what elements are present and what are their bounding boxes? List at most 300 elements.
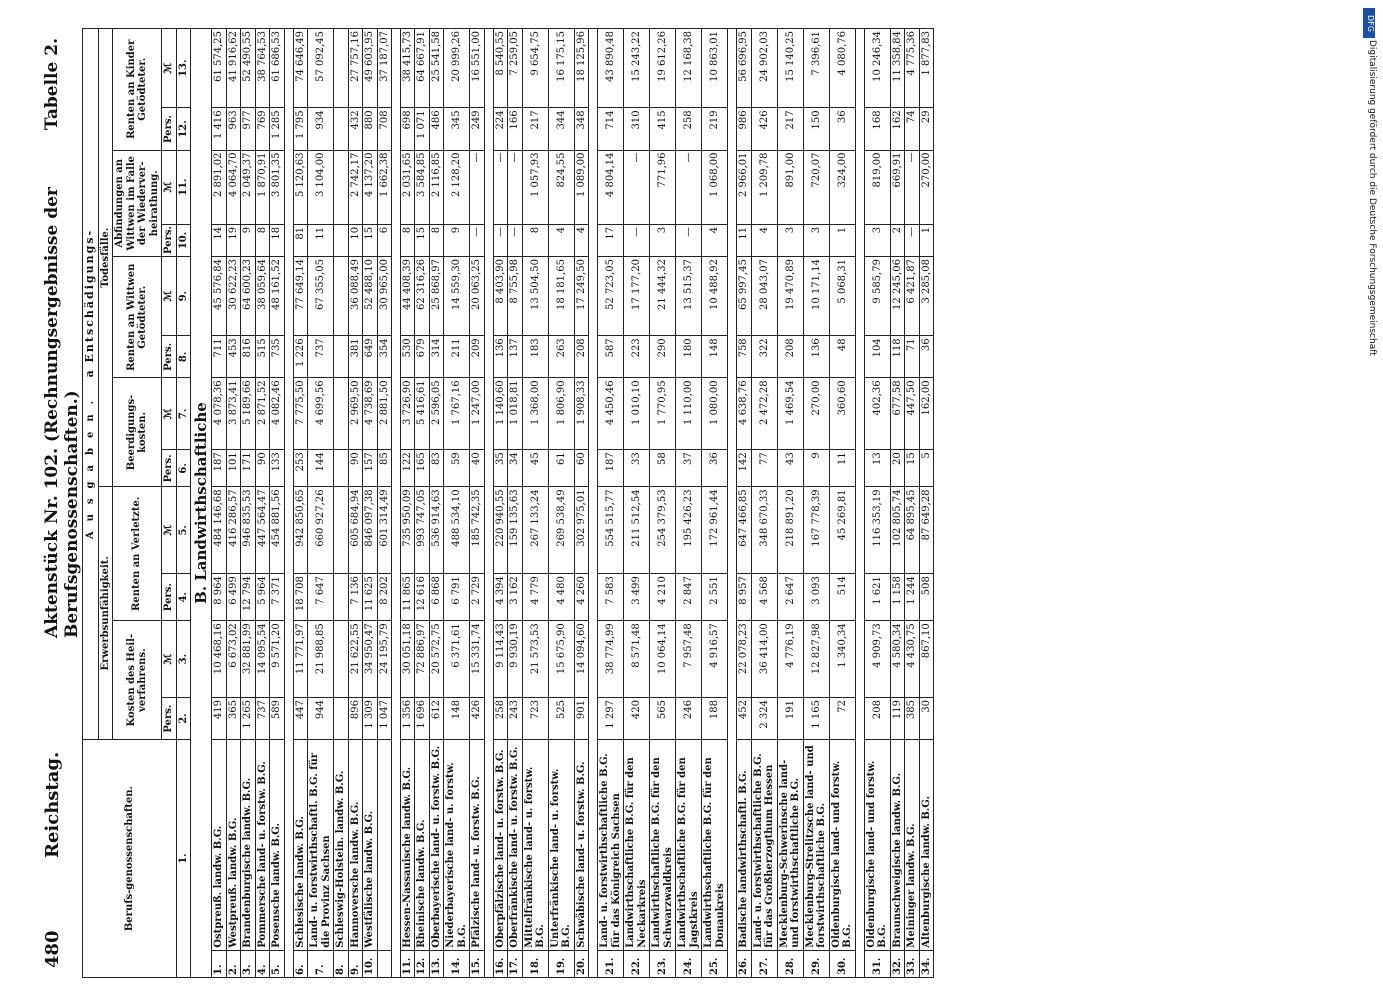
cell-c10: 4 bbox=[702, 224, 728, 256]
column-number: 4. bbox=[176, 574, 191, 621]
row-name: Oldenburgische land- und forstw. B.G. bbox=[829, 740, 855, 951]
cell-c5: 267 133,24 bbox=[522, 487, 548, 574]
cell-c5: 554 515,77 bbox=[598, 487, 624, 574]
row-name: Oberfränkische land- u. forstw. B.G. bbox=[508, 740, 523, 951]
table-label: Tabelle 2. bbox=[42, 38, 62, 131]
cell-c7: 1 806,90 bbox=[548, 378, 574, 450]
cell-c7 bbox=[334, 378, 349, 450]
cell-c7: 3 726,90 bbox=[400, 378, 415, 450]
cell-c9: 8 403,90 bbox=[493, 257, 508, 336]
table-row bbox=[493, 29, 508, 978]
cell-c12: 150 bbox=[803, 108, 829, 150]
table-row bbox=[522, 29, 548, 978]
cell-c10: 4 bbox=[751, 224, 777, 256]
cell-c4: 4 779 bbox=[522, 574, 548, 621]
cell-c8: 1 226 bbox=[293, 336, 308, 378]
kosten-heil-header: Kosten des Heil-verfahrens. bbox=[113, 621, 162, 740]
cell-c6: 90 bbox=[348, 450, 363, 487]
cell-c9: 17 249,50 bbox=[574, 257, 589, 336]
cell-c9: 18 181,65 bbox=[548, 257, 574, 336]
table-row bbox=[348, 29, 363, 978]
cell-c10: — bbox=[470, 224, 485, 256]
cell-c2: 589 bbox=[270, 698, 285, 740]
cell-c5: 159 135,63 bbox=[508, 487, 523, 574]
dfg-logo: DFG bbox=[1363, 8, 1375, 38]
column-number: 7. bbox=[176, 378, 191, 450]
cell-c7: 5 189,66 bbox=[241, 378, 256, 450]
row-number: 17. bbox=[508, 950, 523, 977]
cell-c7: 1 010,10 bbox=[624, 378, 650, 450]
cell-c4: 1 244 bbox=[905, 574, 920, 621]
cell-c8: 208 bbox=[574, 336, 589, 378]
cell-c6: 9 bbox=[803, 450, 829, 487]
row-number: 7. bbox=[308, 950, 334, 977]
row-number: 24. bbox=[676, 950, 702, 977]
row-name: Oldenburgische land- und forstw. B.G. bbox=[864, 740, 890, 951]
cell-c13: 7 396,61 bbox=[803, 29, 829, 108]
cell-c11: 270,00 bbox=[919, 150, 934, 224]
column-number: 10. bbox=[176, 224, 191, 256]
cell-c11: 2 742,17 bbox=[348, 150, 363, 224]
table-row bbox=[226, 29, 241, 978]
cell-c10: 8 bbox=[522, 224, 548, 256]
cell-c4 bbox=[334, 574, 349, 621]
table-row bbox=[508, 29, 523, 978]
berufsgenossenschaften-header: Berufs-genossenschaften. bbox=[83, 740, 177, 978]
table-row bbox=[650, 29, 676, 978]
cell-c8: 758 bbox=[737, 336, 752, 378]
cell-c11: 4 064,70 bbox=[226, 150, 241, 224]
row-number: 29. bbox=[803, 950, 829, 977]
cell-c6: 90 bbox=[255, 450, 270, 487]
cell-c3: 21 988,85 bbox=[308, 621, 334, 698]
cell-c13: 38 415,73 bbox=[400, 29, 415, 108]
cell-c8: 136 bbox=[803, 336, 829, 378]
sidebar bbox=[1357, 0, 1383, 1000]
cell-c7: 2 472,28 bbox=[751, 378, 777, 450]
cell-c12: 217 bbox=[777, 108, 803, 150]
cell-c13: 11 358,84 bbox=[890, 29, 905, 108]
cell-c10: 8 bbox=[255, 224, 270, 256]
cell-c2: 723 bbox=[522, 698, 548, 740]
cell-c10: 14 bbox=[212, 224, 227, 256]
row-name: Westpreuß. landw. B.G. bbox=[226, 740, 241, 951]
cell-c4: 3 162 bbox=[508, 574, 523, 621]
cell-c6: 45 bbox=[522, 450, 548, 487]
cell-c6: 40 bbox=[470, 450, 485, 487]
cell-c12: 714 bbox=[598, 108, 624, 150]
cell-c3: 15 331,74 bbox=[470, 621, 485, 698]
row-name: Land- u. forstwirthschaftliche B.G. für das Königreich Sachsen bbox=[598, 740, 624, 951]
cell-c5 bbox=[334, 487, 349, 574]
cell-c7: 1 469,54 bbox=[777, 378, 803, 450]
column-number: 8. bbox=[176, 336, 191, 378]
cell-c12: 1 071 bbox=[415, 108, 430, 150]
row-name: Landwirthschaftliche B.G. für den Neckarkreis bbox=[624, 740, 650, 951]
cell-c11: 4 137,20 bbox=[363, 150, 378, 224]
cell-c9: 6 421,87 bbox=[905, 257, 920, 336]
column-number: 13. bbox=[176, 29, 191, 108]
renten-wittwen-header: Renten an Wittwen Getödteter. bbox=[113, 257, 162, 378]
cell-c2: 1 165 bbox=[803, 698, 829, 740]
cell-c2: 944 bbox=[308, 698, 334, 740]
cell-c13: 56 696,95 bbox=[737, 29, 752, 108]
cell-c13: 57 092,45 bbox=[308, 29, 334, 108]
cell-c12: 36 bbox=[829, 108, 855, 150]
table-row bbox=[777, 29, 803, 978]
table-row bbox=[270, 29, 285, 978]
cell-c8: 71 bbox=[905, 336, 920, 378]
cell-c10: 8 bbox=[429, 224, 444, 256]
cell-c3: 4 776,19 bbox=[777, 621, 803, 698]
table-row bbox=[363, 29, 378, 978]
mark-unit: ℳ bbox=[162, 150, 177, 224]
cell-c3 bbox=[334, 621, 349, 698]
row-name: Land- u. forstwirthschaftl. B.G. für die Provinz Sachsen bbox=[308, 740, 334, 951]
cell-c4: 4 210 bbox=[650, 574, 676, 621]
cell-c8: 183 bbox=[522, 336, 548, 378]
cell-c3: 11 771,97 bbox=[293, 621, 308, 698]
table-row bbox=[293, 29, 308, 978]
cell-c9: 65 997,45 bbox=[737, 257, 752, 336]
cell-c6: 187 bbox=[212, 450, 227, 487]
cell-c6: 60 bbox=[574, 450, 589, 487]
renten-kinder-header: Renten an Kinder Getödteter. bbox=[113, 29, 162, 151]
cell-c8: 381 bbox=[348, 336, 363, 378]
row-name: Landwirthschaftliche B.G. für den Jagstkreis bbox=[676, 740, 702, 951]
cell-c10: 11 bbox=[308, 224, 334, 256]
cell-c13: 4 080,76 bbox=[829, 29, 855, 108]
cell-c8: 208 bbox=[777, 336, 803, 378]
row-number bbox=[377, 950, 391, 977]
cell-c12: 74 bbox=[905, 108, 920, 150]
cell-c3: 38 774,99 bbox=[598, 621, 624, 698]
cell-c5: 348 670,33 bbox=[751, 487, 777, 574]
cell-c5: 660 927,26 bbox=[308, 487, 334, 574]
row-name: Braunschweigische landw. B.G. bbox=[890, 740, 905, 951]
cell-c2: 30 bbox=[919, 698, 934, 740]
cell-c12: 426 bbox=[751, 108, 777, 150]
cell-c13: 38 764,53 bbox=[255, 29, 270, 108]
column-number: 5. bbox=[176, 487, 191, 574]
cell-c10: 4 bbox=[548, 224, 574, 256]
row-name: Oberpfälzische land- u. forstw. B.G. bbox=[493, 740, 508, 951]
cell-c10: 6 bbox=[377, 224, 391, 256]
cell-c11: 2 049,37 bbox=[241, 150, 256, 224]
cell-c9: 21 444,32 bbox=[650, 257, 676, 336]
cell-c9: 20 063,25 bbox=[470, 257, 485, 336]
row-number: 6. bbox=[293, 950, 308, 977]
cell-c7: 1 767,16 bbox=[444, 378, 470, 450]
cell-c5: 64 895,45 bbox=[905, 487, 920, 574]
cell-c13: 64 667,91 bbox=[415, 29, 430, 108]
cell-c8: 180 bbox=[676, 336, 702, 378]
cell-c8: 354 bbox=[377, 336, 391, 378]
cell-c11: 3 801,35 bbox=[270, 150, 285, 224]
cell-c11: 1 089,00 bbox=[574, 150, 589, 224]
cell-c4: 4 260 bbox=[574, 574, 589, 621]
cell-c5: 846 097,38 bbox=[363, 487, 378, 574]
cell-c12: 217 bbox=[522, 108, 548, 150]
cell-c3: 867,10 bbox=[919, 621, 934, 698]
row-number: 12. bbox=[415, 950, 430, 977]
todesfaelle-header: Todesfälle. bbox=[98, 29, 113, 487]
cell-c8: 137 bbox=[508, 336, 523, 378]
cell-c11: 3 584,85 bbox=[415, 150, 430, 224]
cell-c11: 2 966,01 bbox=[737, 150, 752, 224]
mark-unit: ℳ bbox=[162, 29, 177, 108]
row-name: Hannoversche landw. B.G. bbox=[348, 740, 363, 951]
mark-unit: ℳ bbox=[162, 487, 177, 574]
cell-c6: 5 bbox=[919, 450, 934, 487]
table-row bbox=[751, 29, 777, 978]
cell-c13: 74 646,49 bbox=[293, 29, 308, 108]
cell-c4: 4 394 bbox=[493, 574, 508, 621]
cell-c10: 4 bbox=[574, 224, 589, 256]
cell-c3: 12 827,98 bbox=[803, 621, 829, 698]
cell-c13: 16 175,15 bbox=[548, 29, 574, 108]
cell-c7: 1 247,00 bbox=[470, 378, 485, 450]
cell-c2: 119 bbox=[890, 698, 905, 740]
row-number: 5. bbox=[270, 950, 285, 977]
cell-c11: 1 209,78 bbox=[751, 150, 777, 224]
row-name: Niederbayerische land- u. forstw. B.G. bbox=[444, 740, 470, 951]
cell-c10: 1 bbox=[829, 224, 855, 256]
cell-c9: 44 408,39 bbox=[400, 257, 415, 336]
cell-c3: 4 580,34 bbox=[890, 621, 905, 698]
cell-c4: 1 158 bbox=[890, 574, 905, 621]
page-number: 480 bbox=[42, 930, 63, 968]
row-name: Brandenburgische landw. B.G. bbox=[241, 740, 256, 951]
table-row bbox=[415, 29, 430, 978]
cell-c10: 3 bbox=[650, 224, 676, 256]
cell-c6: 61 bbox=[548, 450, 574, 487]
cell-c3: 10 064,14 bbox=[650, 621, 676, 698]
cell-c9: 30 965,00 bbox=[377, 257, 391, 336]
cell-c3: 14 095,54 bbox=[255, 621, 270, 698]
cell-c6: 35 bbox=[493, 450, 508, 487]
cell-c2: 447 bbox=[293, 698, 308, 740]
cell-c12: 986 bbox=[737, 108, 752, 150]
cell-c13: 61 574,25 bbox=[212, 29, 227, 108]
cell-c7: 1 080,00 bbox=[702, 378, 728, 450]
row-name: Mecklenburg-Schwerinsche land- und forstwirthschaftliche B.G. bbox=[777, 740, 803, 951]
cell-c11: 2 891,02 bbox=[212, 150, 227, 224]
cell-c12: 963 bbox=[226, 108, 241, 150]
cell-c6: 34 bbox=[508, 450, 523, 487]
cell-c4: 7 647 bbox=[308, 574, 334, 621]
cell-c5: 454 881,56 bbox=[270, 487, 285, 574]
cell-c7: 677,58 bbox=[890, 378, 905, 450]
row-number: 28. bbox=[777, 950, 803, 977]
row-name: Unterfränkische land- u. forstw. B.G. bbox=[548, 740, 574, 951]
cell-c8: 711 bbox=[212, 336, 227, 378]
cell-c7: 1 110,00 bbox=[676, 378, 702, 450]
cell-c2: 1 265 bbox=[241, 698, 256, 740]
cell-c12: 345 bbox=[444, 108, 470, 150]
cell-c13: 41 916,62 bbox=[226, 29, 241, 108]
cell-c13: 4 775,36 bbox=[905, 29, 920, 108]
table-row bbox=[400, 29, 415, 978]
cell-c8: 453 bbox=[226, 336, 241, 378]
rotated-page bbox=[22, 28, 1362, 978]
cell-c6: 11 bbox=[829, 450, 855, 487]
cell-c7: 1 018,81 bbox=[508, 378, 523, 450]
row-name: Altenburgische landw. B.G. bbox=[919, 740, 934, 951]
row-number: 9. bbox=[348, 950, 363, 977]
cell-c10: 2 bbox=[890, 224, 905, 256]
cell-c4: 3 499 bbox=[624, 574, 650, 621]
row-number: 8. bbox=[334, 950, 349, 977]
cell-c2 bbox=[334, 698, 349, 740]
cell-c6: 59 bbox=[444, 450, 470, 487]
cell-c2: 896 bbox=[348, 698, 363, 740]
column-number: 2. bbox=[176, 698, 191, 740]
cell-c4: 11 625 bbox=[363, 574, 378, 621]
cell-c11: — bbox=[493, 150, 508, 224]
document-title: Aktenstück Nr. 102. (Rechnungsergebnisse der Berufsgenossenschaften.) bbox=[42, 187, 82, 638]
cell-c5: 45 269,81 bbox=[829, 487, 855, 574]
cell-c4: 7 371 bbox=[270, 574, 285, 621]
cell-c11: 1 662,38 bbox=[377, 150, 391, 224]
cell-c2: 419 bbox=[212, 698, 227, 740]
cell-c2: 420 bbox=[624, 698, 650, 740]
cell-c9: 28 043,07 bbox=[751, 257, 777, 336]
row-number: 18. bbox=[522, 950, 548, 977]
cell-c8 bbox=[334, 336, 349, 378]
abfindungen-header: Abfindungen an Wittwen im Falle der Wiederver-heirathung. bbox=[113, 150, 162, 257]
row-name: Badische landwirthschaftl. B.G. bbox=[737, 740, 752, 951]
cell-c6 bbox=[334, 450, 349, 487]
table-row bbox=[864, 29, 890, 978]
cell-c6: 133 bbox=[270, 450, 285, 487]
cell-c8: 211 bbox=[444, 336, 470, 378]
cell-c8: 263 bbox=[548, 336, 574, 378]
column-number: 11. bbox=[176, 150, 191, 224]
cell-c6: 253 bbox=[293, 450, 308, 487]
column-number-row bbox=[176, 29, 191, 978]
row-number: 3. bbox=[241, 950, 256, 977]
cell-c7: 4 450,46 bbox=[598, 378, 624, 450]
cell-c9: 62 316,26 bbox=[415, 257, 430, 336]
cell-c3: 22 078,23 bbox=[737, 621, 752, 698]
cell-c9: 17 177,20 bbox=[624, 257, 650, 336]
digitization-note: Digitalisierung gefördert durch die Deutsche Forschungsgemeinschaft bbox=[1367, 40, 1377, 356]
table-row bbox=[548, 29, 574, 978]
table-row bbox=[212, 29, 227, 978]
row-number: 34. bbox=[919, 950, 934, 977]
cell-c11: 5 120,63 bbox=[293, 150, 308, 224]
cell-c2: 901 bbox=[574, 698, 589, 740]
cell-c6: 77 bbox=[751, 450, 777, 487]
cell-c13: 7 259,05 bbox=[508, 29, 523, 108]
cell-c7: 7 775,50 bbox=[293, 378, 308, 450]
cell-c8: 737 bbox=[308, 336, 334, 378]
cell-c9: 52 723,05 bbox=[598, 257, 624, 336]
cell-c12: 348 bbox=[574, 108, 589, 150]
cell-c10: — bbox=[905, 224, 920, 256]
cell-c11: — bbox=[470, 150, 485, 224]
cell-c9: 13 504,50 bbox=[522, 257, 548, 336]
cell-c6: 144 bbox=[308, 450, 334, 487]
cell-c2: 612 bbox=[429, 698, 444, 740]
cell-c6: 36 bbox=[702, 450, 728, 487]
cell-c3: 24 195,79 bbox=[377, 621, 391, 698]
cell-c3: 7 957,48 bbox=[676, 621, 702, 698]
cell-c2: 246 bbox=[676, 698, 702, 740]
column-number: 6. bbox=[176, 450, 191, 487]
cell-c8: 223 bbox=[624, 336, 650, 378]
cell-c10: 8 bbox=[400, 224, 415, 256]
cell-c12: 219 bbox=[702, 108, 728, 150]
cell-c10: 17 bbox=[598, 224, 624, 256]
cell-c7: 1 140,60 bbox=[493, 378, 508, 450]
row-number: 10. bbox=[363, 950, 378, 977]
cell-c9: 25 868,97 bbox=[429, 257, 444, 336]
cell-c5: 218 891,20 bbox=[777, 487, 803, 574]
mark-unit: ℳ bbox=[162, 257, 177, 336]
cell-c3: 4 916,57 bbox=[702, 621, 728, 698]
row-number: 1. bbox=[212, 950, 227, 977]
cell-c7: 2 596,05 bbox=[429, 378, 444, 450]
cell-c6: 171 bbox=[241, 450, 256, 487]
cell-c3: 21 573,53 bbox=[522, 621, 548, 698]
table-row bbox=[241, 29, 256, 978]
table-row bbox=[676, 29, 702, 978]
cell-c5: 269 538,49 bbox=[548, 487, 574, 574]
row-name: Land- u. forstwirthschaftliche B.G. für das Großherzogthum Hessen bbox=[751, 740, 777, 951]
cell-c13: 8 540,55 bbox=[493, 29, 508, 108]
table-row bbox=[574, 29, 589, 978]
cell-c6: 33 bbox=[624, 450, 650, 487]
row-name: Hessen-Nassauische landw. B.G. bbox=[400, 740, 415, 951]
cell-c7: 4 078,36 bbox=[212, 378, 227, 450]
cell-c2: 191 bbox=[777, 698, 803, 740]
cell-c9: 14 559,30 bbox=[444, 257, 470, 336]
row-name: Schwäbische land- u. forstw. B.G. bbox=[574, 740, 589, 951]
row-number: 16. bbox=[493, 950, 508, 977]
cell-c13: 61 686,53 bbox=[270, 29, 285, 108]
cell-c10: 18 bbox=[270, 224, 285, 256]
table-row bbox=[255, 29, 270, 978]
row-number: 4. bbox=[255, 950, 270, 977]
cell-c7: 2 969,50 bbox=[348, 378, 363, 450]
cell-c6: 43 bbox=[777, 450, 803, 487]
cell-c12: 166 bbox=[508, 108, 523, 150]
cell-c13: 15 243,22 bbox=[624, 29, 650, 108]
pers-unit: Pers. bbox=[162, 108, 177, 150]
cell-c10: — bbox=[508, 224, 523, 256]
cell-c8: 816 bbox=[241, 336, 256, 378]
cell-c13: 12 168,38 bbox=[676, 29, 702, 108]
cell-c13: 49 603,95 bbox=[363, 29, 378, 108]
cell-c6: 187 bbox=[598, 450, 624, 487]
cell-c2: 525 bbox=[548, 698, 574, 740]
cell-c2: 72 bbox=[829, 698, 855, 740]
cell-c12: 977 bbox=[241, 108, 256, 150]
cell-c4: 18 708 bbox=[293, 574, 308, 621]
cell-c3: 9 571,20 bbox=[270, 621, 285, 698]
cell-c12: 1 285 bbox=[270, 108, 285, 150]
row-name: Mittelfränkische land- u. forstw. B.G. bbox=[522, 740, 548, 951]
table-row bbox=[890, 29, 905, 978]
cell-c9: 3 285,08 bbox=[919, 257, 934, 336]
cell-c3: 20 572,75 bbox=[429, 621, 444, 698]
table-body bbox=[191, 29, 934, 978]
cell-c11: 3 104,00 bbox=[308, 150, 334, 224]
cell-c7: 270,00 bbox=[803, 378, 829, 450]
cell-c10: 3 bbox=[777, 224, 803, 256]
